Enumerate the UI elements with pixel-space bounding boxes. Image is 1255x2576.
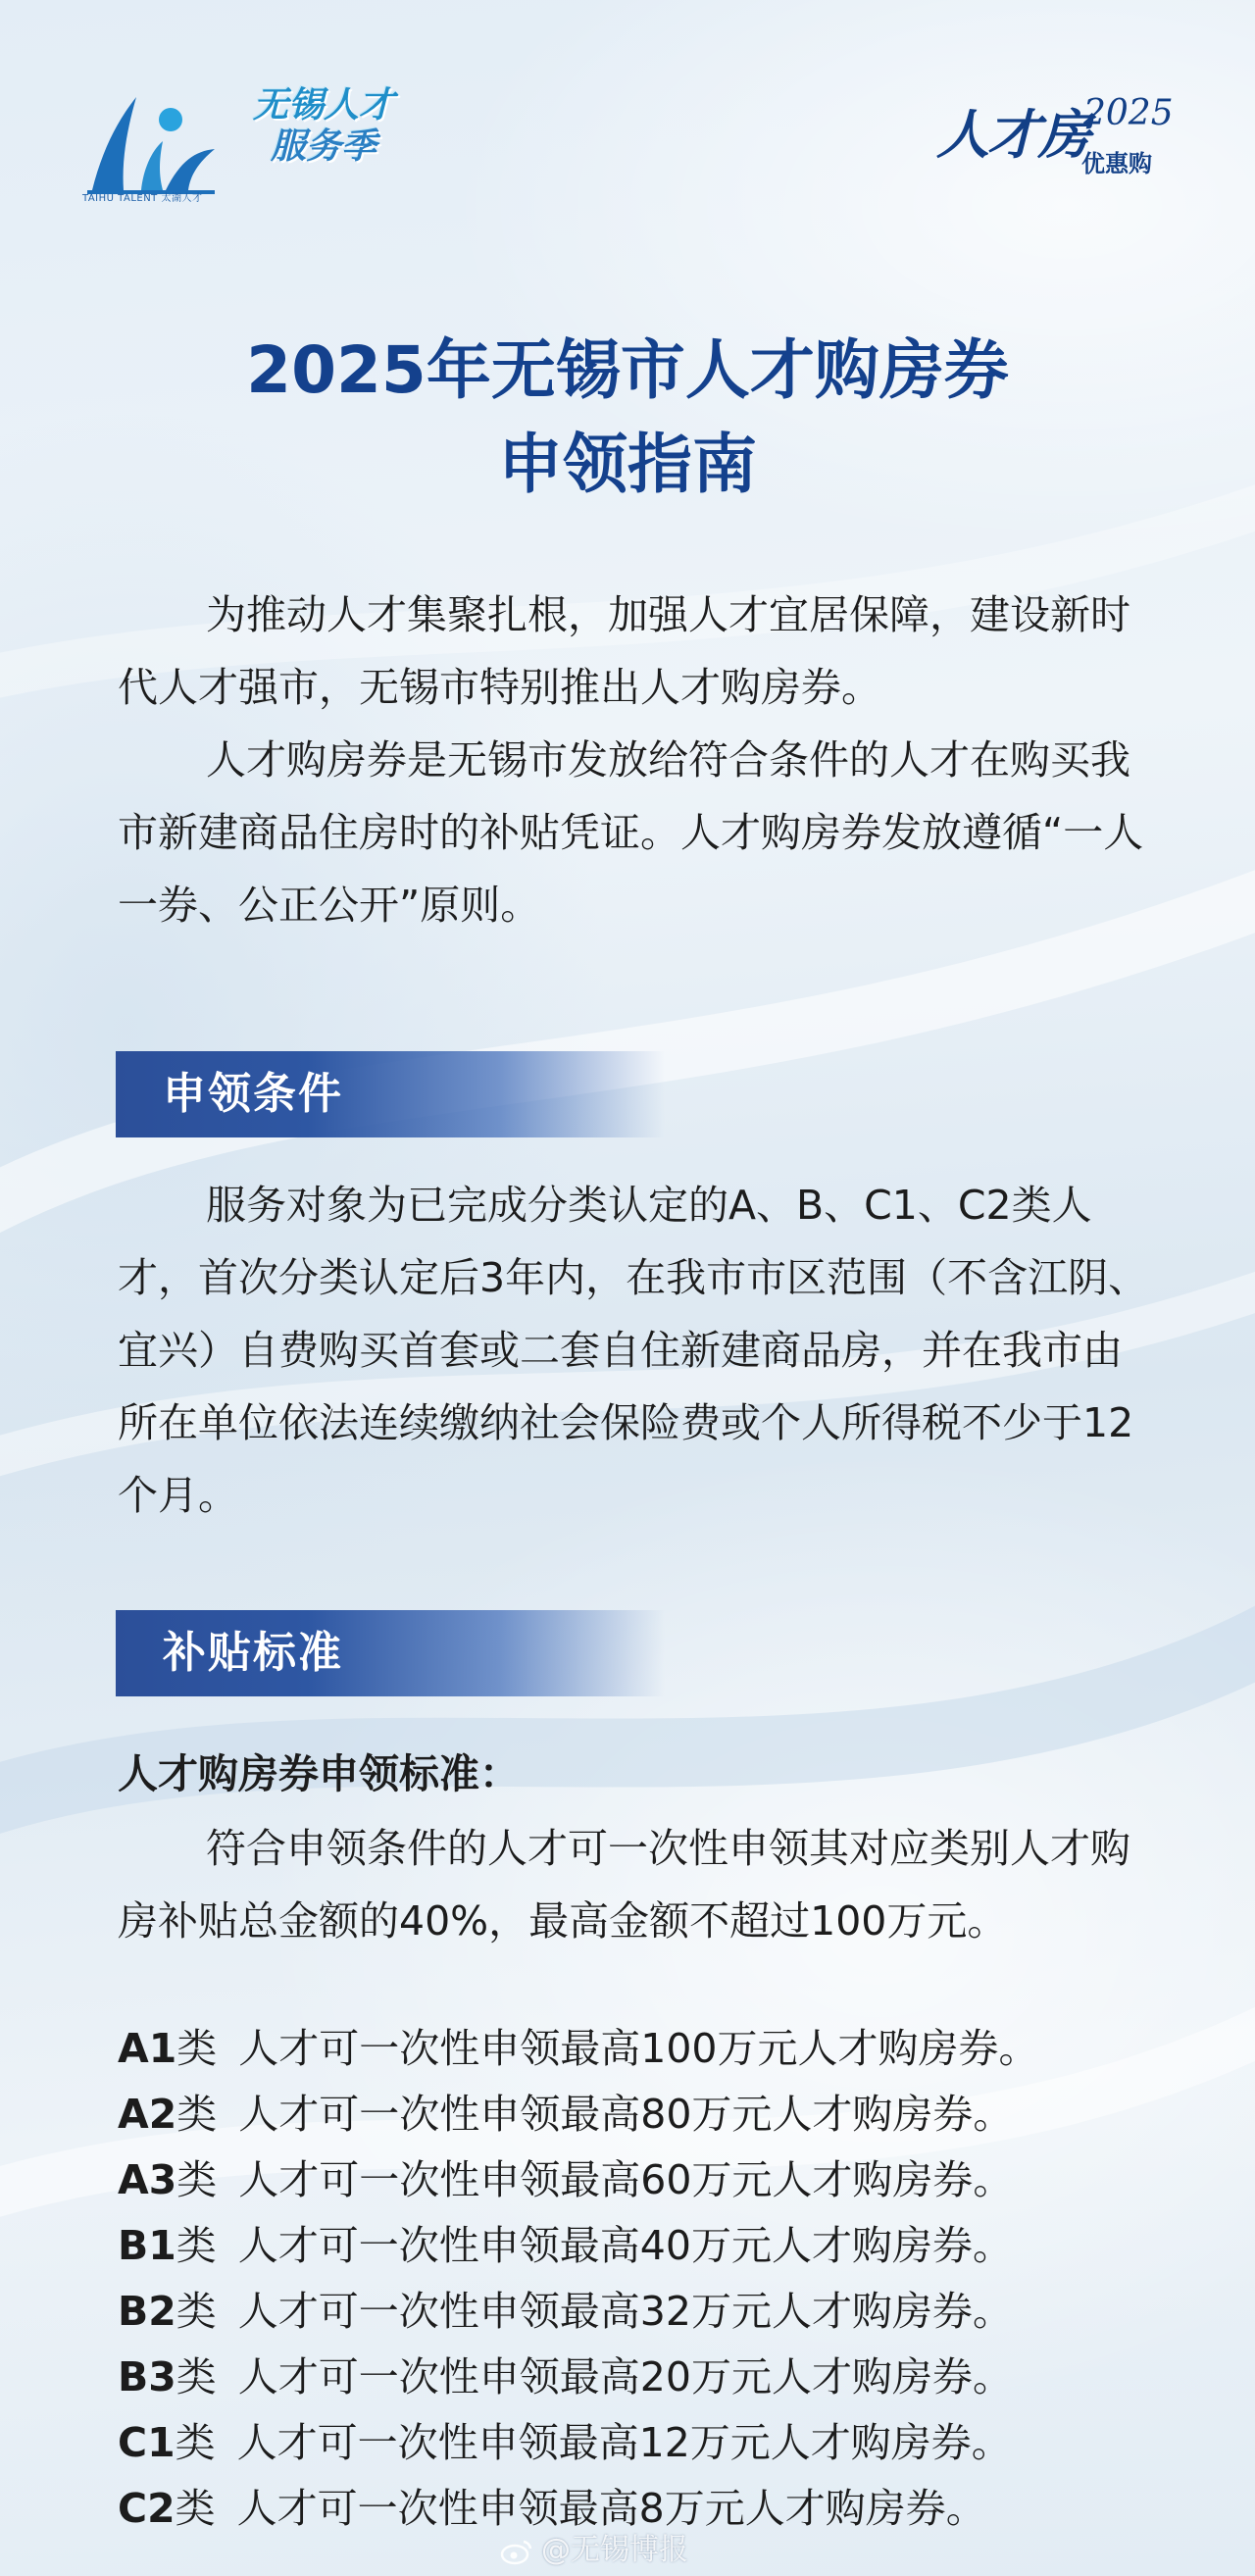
- tier-class: 类: [175, 2419, 216, 2466]
- tier-item: [118, 2016, 1157, 2082]
- tier-item: [118, 2213, 1157, 2279]
- talent-service-season-logo: [253, 84, 410, 182]
- subsidy-subheading: 人才购房券申领标准：: [118, 1750, 520, 1797]
- intro-paragraph-2: 人才购房券是无锡市发放给符合条件的人才在购买我市新建商品住房时的补贴凭证。人才购房券发放遵循“一人一券、公正公开”原则。: [118, 736, 1144, 929]
- tier-desc: 人才可一次性申领最高80万元人才购房券。: [238, 2091, 1014, 2138]
- tier-class: 类: [176, 2222, 217, 2269]
- tier-code: C1: [118, 2419, 176, 2466]
- taihu-talent-text: TAIHU TALENT 太湖人才: [82, 193, 203, 204]
- section-title-conditions: 申领条件: [163, 1069, 343, 1119]
- tier-code: B3: [118, 2353, 176, 2400]
- tier-class: 类: [176, 2353, 217, 2400]
- tier-class: 类: [176, 2156, 218, 2203]
- house-logo-year: 2025: [1083, 93, 1174, 133]
- subsidy-paragraph: 符合申领条件的人才可一次性申领其对应类别人才购房补贴总金额的40%，最高金额不超过100万元。: [118, 1825, 1130, 1945]
- season-logo-line2: 服务季: [271, 126, 377, 167]
- season-logo-line1: 无锡人才: [253, 84, 395, 126]
- tier-desc: 人才可一次性申领最高32万元人才购房券。: [237, 2288, 1013, 2335]
- tier-item: [118, 2410, 1157, 2476]
- tier-code: C2: [118, 2485, 176, 2532]
- page-title-line1: 2025年无锡市人才购房券: [246, 332, 1009, 408]
- tier-desc: 人才可一次性申领最高8万元人才购房券。: [236, 2485, 986, 2532]
- tier-class: 类: [176, 2091, 218, 2138]
- tier-class: 类: [176, 2025, 218, 2072]
- tier-desc: 人才可一次性申领最高40万元人才购房券。: [237, 2222, 1013, 2269]
- tier-item: [118, 2345, 1157, 2410]
- subsidy-tier-list: [118, 2016, 1157, 2542]
- intro-paragraph-1: 为推动人才集聚扎根，加强人才宜居保障，建设新时代人才强市，无锡市特别推出人才购房券。: [118, 591, 1130, 711]
- tier-class: 类: [176, 2288, 217, 2335]
- section-title-subsidy: 补贴标准: [163, 1628, 343, 1678]
- tier-class: 类: [175, 2485, 216, 2532]
- tier-item: [118, 2082, 1157, 2147]
- section-header-conditions: [116, 1051, 665, 1137]
- header-logos: [0, 0, 1255, 226]
- weibo-icon: [500, 2538, 533, 2565]
- tier-code: B2: [118, 2288, 176, 2335]
- tier-code: A3: [118, 2156, 177, 2203]
- tier-code: B1: [118, 2222, 176, 2269]
- page-title-line2: 申领指南: [498, 427, 757, 502]
- tier-item: [118, 2279, 1157, 2345]
- page-title: [0, 324, 1255, 512]
- tier-desc: 人才可一次性申领最高60万元人才购房券。: [238, 2156, 1014, 2203]
- house-logo-main: 人才房: [936, 103, 1089, 166]
- weibo-watermark: [500, 2525, 688, 2568]
- tier-desc: 人才可一次性申领最高20万元人才购房券。: [237, 2353, 1013, 2400]
- tier-code: A2: [118, 2091, 177, 2138]
- conditions-paragraph: 服务对象为已完成分类认定的A、B、C1、C2类人才，首次分类认定后3年内，在我市市区范围（不含江阴、宜兴）自费购买首套或二套自住新建商品房，并在我市由所在单位依法连续缴纳社会保险费或个人所得税不少于12个月。: [118, 1182, 1149, 1519]
- section-header-subsidy: [116, 1610, 665, 1696]
- tier-desc: 人才可一次性申领最高100万元人才购房券。: [238, 2025, 1039, 2072]
- tier-code: A1: [118, 2025, 177, 2072]
- talent-house-logo: [936, 93, 1172, 191]
- watermark-text: @无锡博报: [541, 2533, 688, 2567]
- tier-desc: 人才可一次性申领最高12万元人才购房券。: [236, 2419, 1012, 2466]
- tier-item: [118, 2147, 1157, 2213]
- house-logo-sub: 优惠购: [1081, 150, 1152, 177]
